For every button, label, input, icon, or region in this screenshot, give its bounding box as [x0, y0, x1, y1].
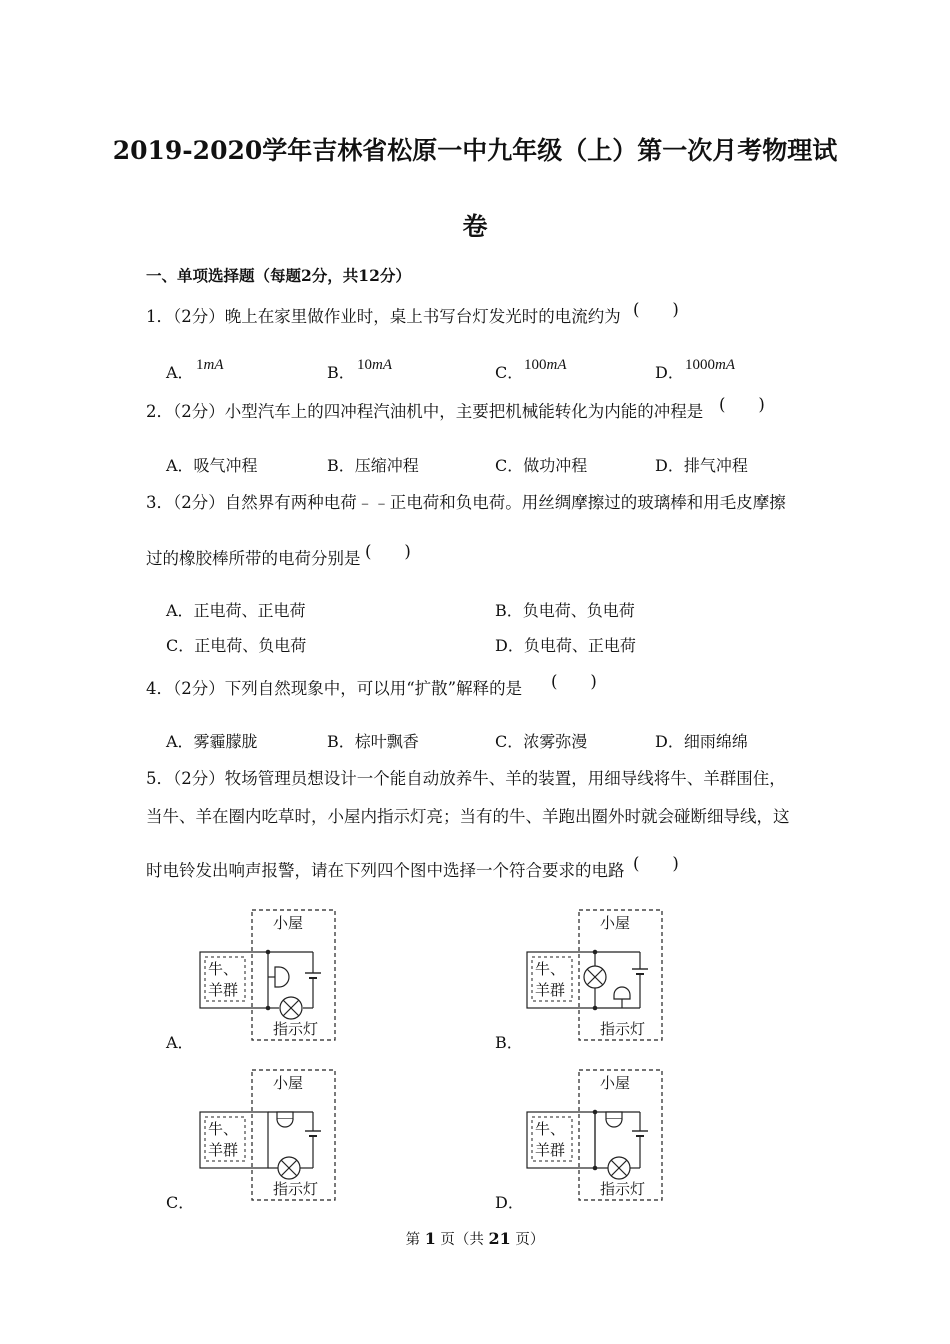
herd-label-line1: 牛、	[208, 1120, 239, 1138]
circuit-diagram-d	[522, 1065, 672, 1203]
q4-option-d: D．细雨绵绵	[655, 732, 748, 751]
question-4-stem: 4．（2分）下列自然现象中，可以用“扩散”解释的是	[146, 679, 523, 698]
footer-prefix: 第	[405, 1232, 425, 1248]
footer-middle: 页（共	[435, 1232, 489, 1248]
q2-option-b: B．压缩冲程	[327, 456, 419, 475]
question-2-stem: 2．（2分）小型汽车上的四冲程汽油机中，主要把机械能转化为内能的冲程是	[146, 402, 704, 421]
herd-label-line1: 牛、	[208, 960, 239, 978]
house-label: 小屋	[273, 914, 304, 932]
answer-paren: ( )	[719, 395, 765, 414]
q5-option-d: D．	[495, 1193, 524, 1212]
answer-paren: ( )	[633, 300, 679, 319]
q3-option-d: D．负电荷、正电荷	[495, 636, 636, 655]
herd-label-line2: 羊群	[208, 1141, 239, 1159]
q1-option-a-value: 1mA	[196, 357, 224, 373]
footer-suffix: 页）	[510, 1232, 545, 1248]
question-5-stem-line3: 时电铃发出响声报警，请在下列四个图中选择一个符合要求的电路	[146, 861, 625, 880]
lamp-label: 指示灯	[273, 1180, 319, 1198]
option-letter: C．	[495, 363, 524, 382]
footer-total-pages: 21	[488, 1229, 511, 1248]
herd-label-line2: 羊群	[535, 981, 566, 999]
herd-label-line1: 牛、	[535, 1120, 566, 1138]
option-letter: B．	[327, 363, 355, 382]
circuit-diagram-a	[195, 905, 345, 1043]
bell-symbol	[275, 967, 289, 987]
herd-label-line2: 羊群	[208, 981, 239, 999]
house-label: 小屋	[600, 914, 631, 932]
footer-page-number: 1	[424, 1229, 436, 1248]
q1-option-c	[495, 360, 523, 383]
option-letter: D．	[655, 363, 684, 382]
question-5-stem-line2: 当牛、羊在圈内吃草时，小屋内指示灯亮；当有的牛、羊跑出圈外时就会碰断细导线，这	[146, 807, 790, 826]
q2-option-c: C．做功冲程	[495, 456, 588, 475]
circuit-diagram-b	[522, 905, 672, 1043]
question-3-stem-line2: 过的橡胶棒所带的电荷分别是	[146, 549, 361, 568]
house-label: 小屋	[273, 1074, 304, 1092]
q3-option-c: C．正电荷、负电荷	[166, 636, 307, 655]
bell-base	[277, 1112, 293, 1119]
answer-paren: ( )	[365, 542, 411, 561]
q2-option-a: A．吸气冲程	[166, 456, 258, 475]
question-5-stem-line1: 5．（2分）牧场管理员想设计一个能自动放养牛、羊的装置，用细导线将牛、羊群围住，	[146, 769, 786, 788]
q1-option-b-value: 10mA	[357, 357, 392, 373]
question-3-stem-line1: 3．（2分）自然界有两种电荷﹣﹣正电荷和负电荷。用丝绸摩擦过的玻璃棒和用毛皮摩擦	[146, 493, 786, 512]
bell-symbol	[277, 1119, 293, 1127]
page-footer	[0, 1228, 950, 1249]
answer-paren: ( )	[633, 854, 679, 873]
q4-option-a: A．雾霾朦胧	[166, 732, 258, 751]
lamp-label: 指示灯	[600, 1020, 646, 1038]
q1-option-d-value: 1000mA	[685, 357, 735, 373]
q3-option-b: B．负电荷、负电荷	[495, 601, 635, 620]
q4-option-c: C．浓雾弥漫	[495, 732, 588, 751]
q5-option-a: A．	[166, 1033, 194, 1052]
lamp-label: 指示灯	[600, 1180, 646, 1198]
q1-option-b	[327, 360, 355, 383]
house-label: 小屋	[600, 1074, 631, 1092]
bell-symbol	[606, 1119, 622, 1127]
q1-option-c-value: 100mA	[524, 357, 567, 373]
q3-option-a: A．正电荷、正电荷	[166, 601, 306, 620]
q1-option-a	[166, 360, 194, 383]
circuit-diagram-c	[195, 1065, 345, 1203]
herd-label-line1: 牛、	[535, 960, 566, 978]
q4-option-b: B．棕叶飘香	[327, 732, 419, 751]
answer-paren: ( )	[551, 672, 597, 691]
section-heading: 一、单项选择题（每题2分，共12分）	[146, 266, 411, 285]
herd-label-line2: 羊群	[535, 1141, 566, 1159]
q5-option-c: C．	[166, 1193, 195, 1212]
q5-option-b: B．	[495, 1033, 523, 1052]
lamp-label: 指示灯	[273, 1020, 319, 1038]
bell-base	[606, 1112, 622, 1119]
page-title-continued: 卷	[462, 212, 488, 241]
option-letter: A．	[166, 363, 194, 382]
question-1-stem: 1．（2分）晚上在家里做作业时，桌上书写台灯发光时的电流约为	[146, 307, 621, 326]
bell-symbol	[614, 987, 630, 999]
page-title: 2019-2020学年吉林省松原一中九年级（上）第一次月考物理试	[112, 136, 838, 165]
q1-option-d	[655, 360, 684, 383]
q2-option-d: D．排气冲程	[655, 456, 748, 475]
